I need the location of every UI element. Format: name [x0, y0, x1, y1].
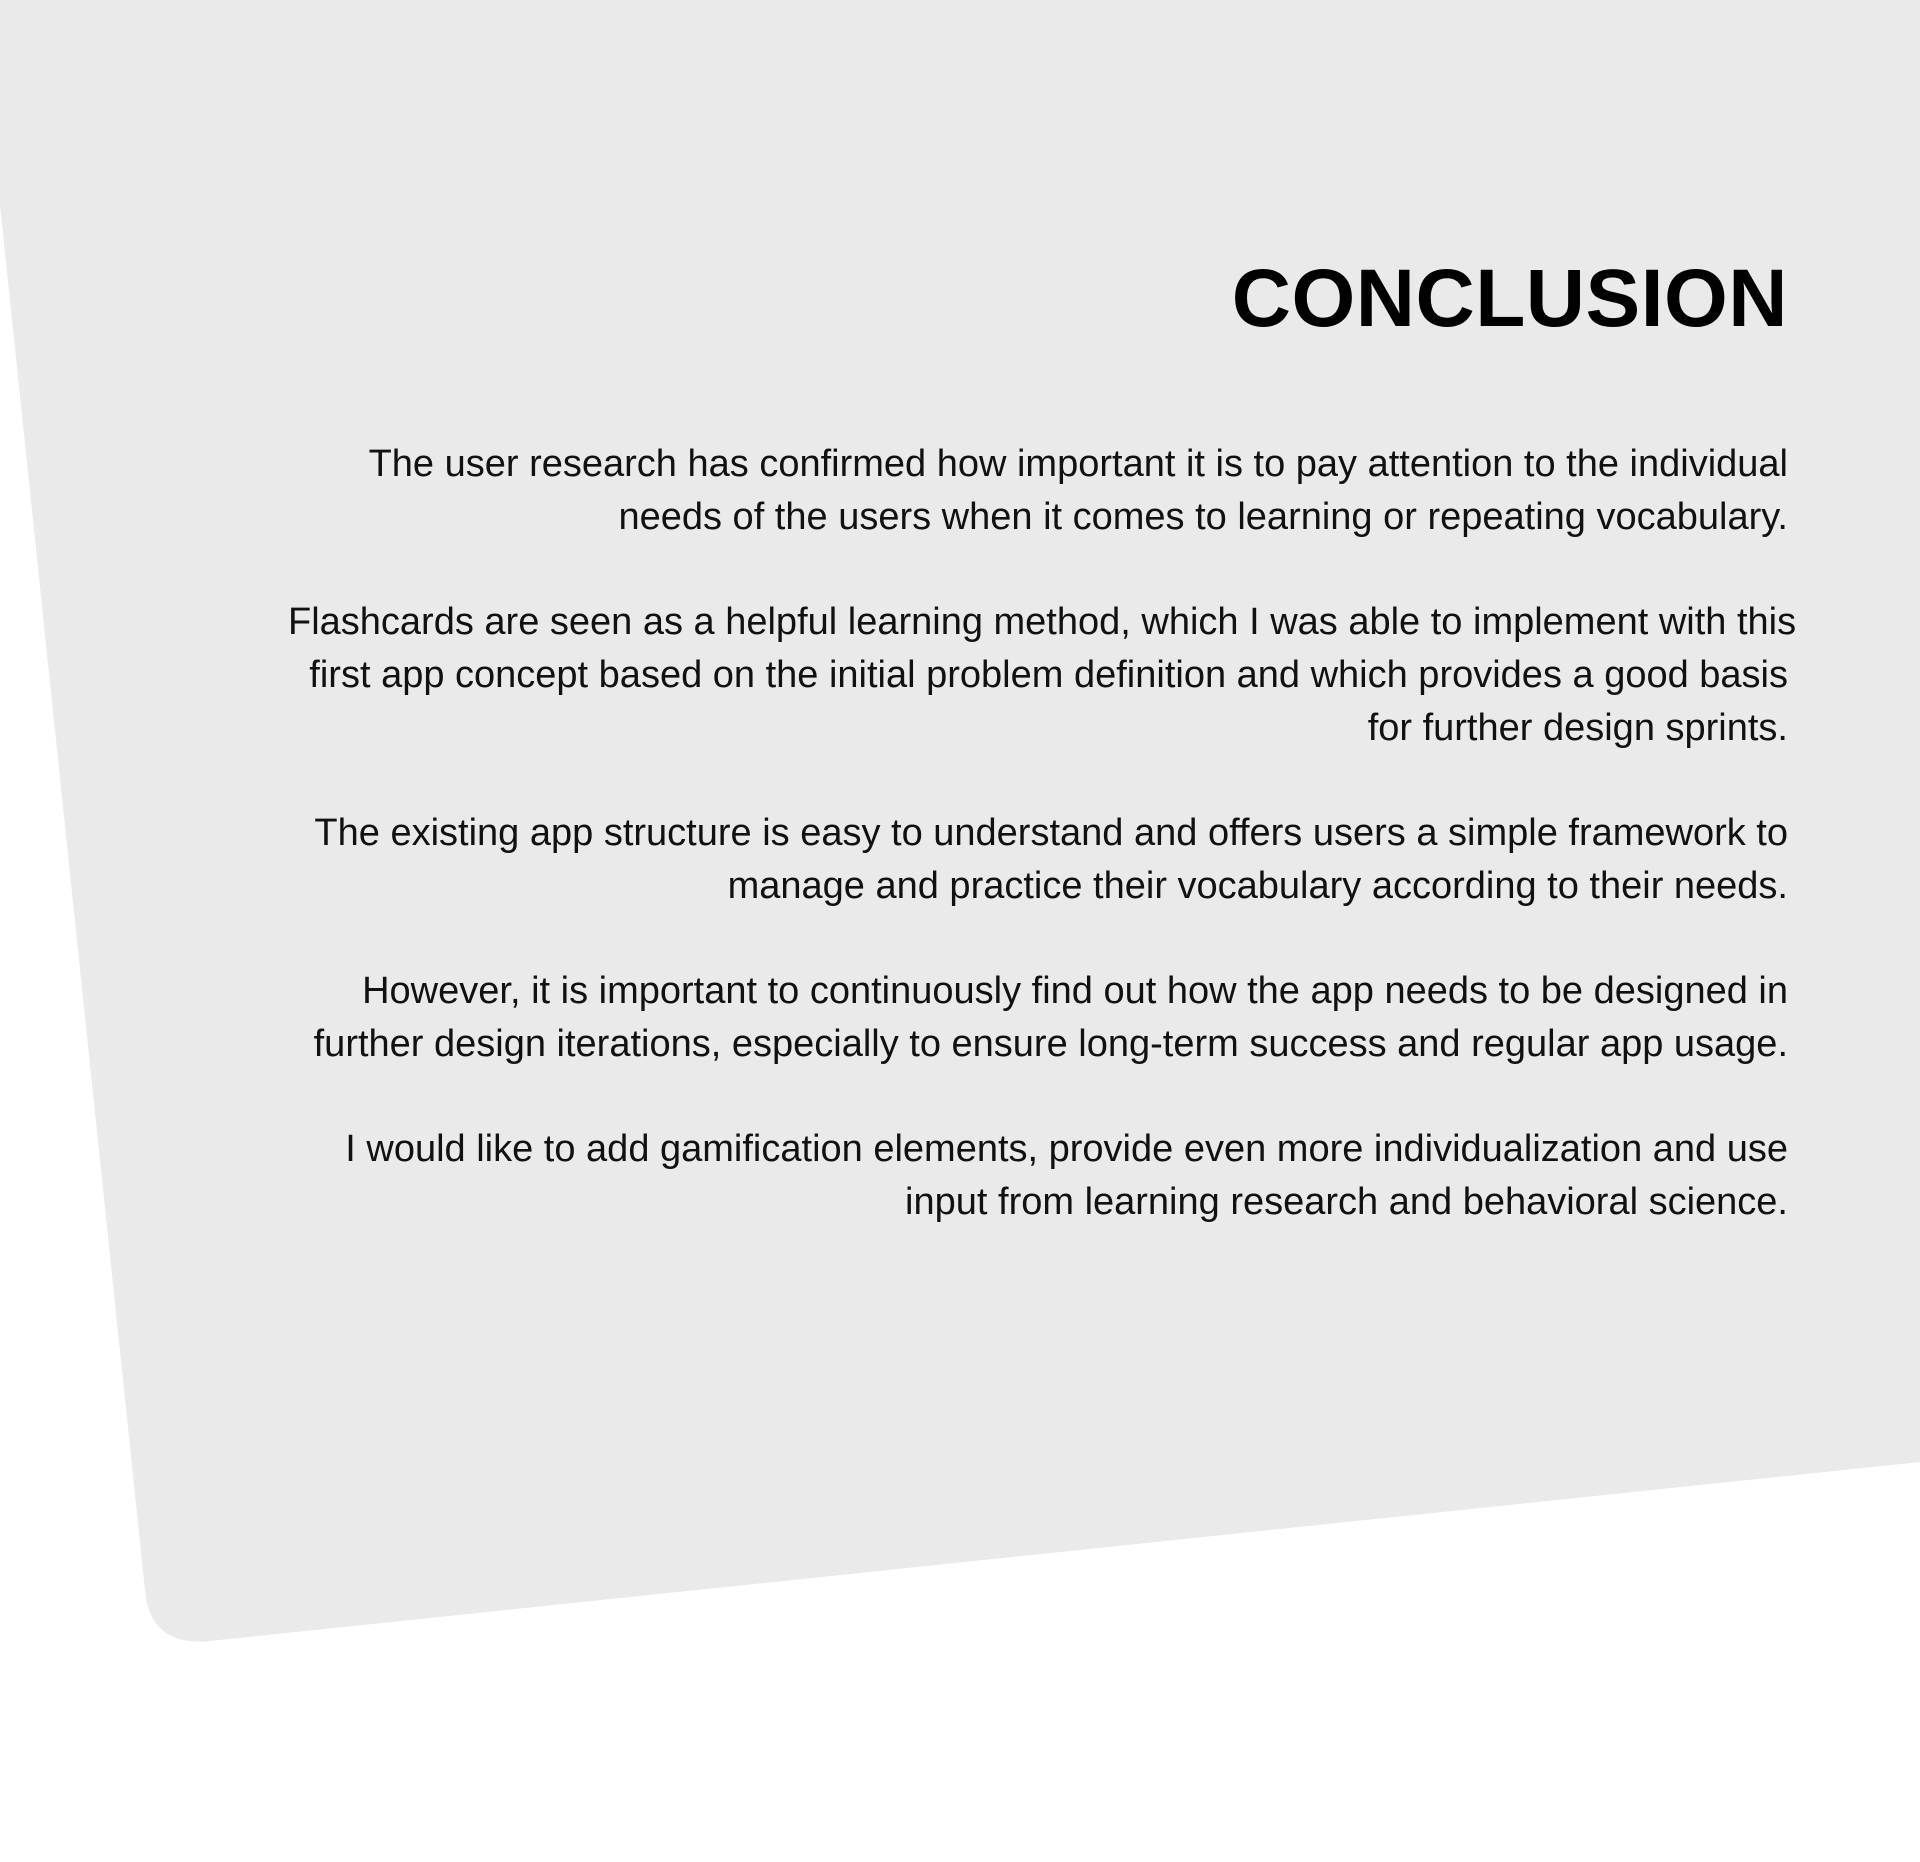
text-line: for further design sprints.	[1367, 707, 1788, 749]
text-line: manage and practice their vocabulary according to their needs.	[727, 865, 1788, 907]
text-line: However, it is important to continuously find out how the app needs to be designed in	[362, 970, 1788, 1012]
paragraph-gamification	[288, 1123, 1788, 1229]
text-line: The existing app structure is easy to understand and offers users a simple framework to	[314, 812, 1788, 854]
text-line: Flashcards are seen as a helpful learning method, which I was able to implement with this	[288, 601, 1797, 643]
paragraph-research	[288, 438, 1788, 544]
paragraph-flashcards	[288, 596, 1797, 755]
text-line: The user research has confirmed how important it is to pay attention to the individual	[368, 443, 1788, 485]
conclusion-body	[288, 438, 1797, 1281]
paragraph-iterations	[288, 965, 1788, 1071]
text-line: input from learning research and behavioral science.	[905, 1181, 1788, 1223]
text-line: first app concept based on the initial problem definition and which provides a good basis	[309, 654, 1788, 696]
text-line: needs of the users when it comes to learning or repeating vocabulary.	[618, 496, 1788, 538]
text-line: further design iterations, especially to ensure long-term success and regular app usage.	[313, 1023, 1788, 1065]
paragraph-app-structure	[288, 807, 1788, 913]
text-line: I would like to add gamification elements, provide even more individualization and use	[345, 1128, 1788, 1170]
page-title: CONCLUSION	[1231, 253, 1788, 344]
